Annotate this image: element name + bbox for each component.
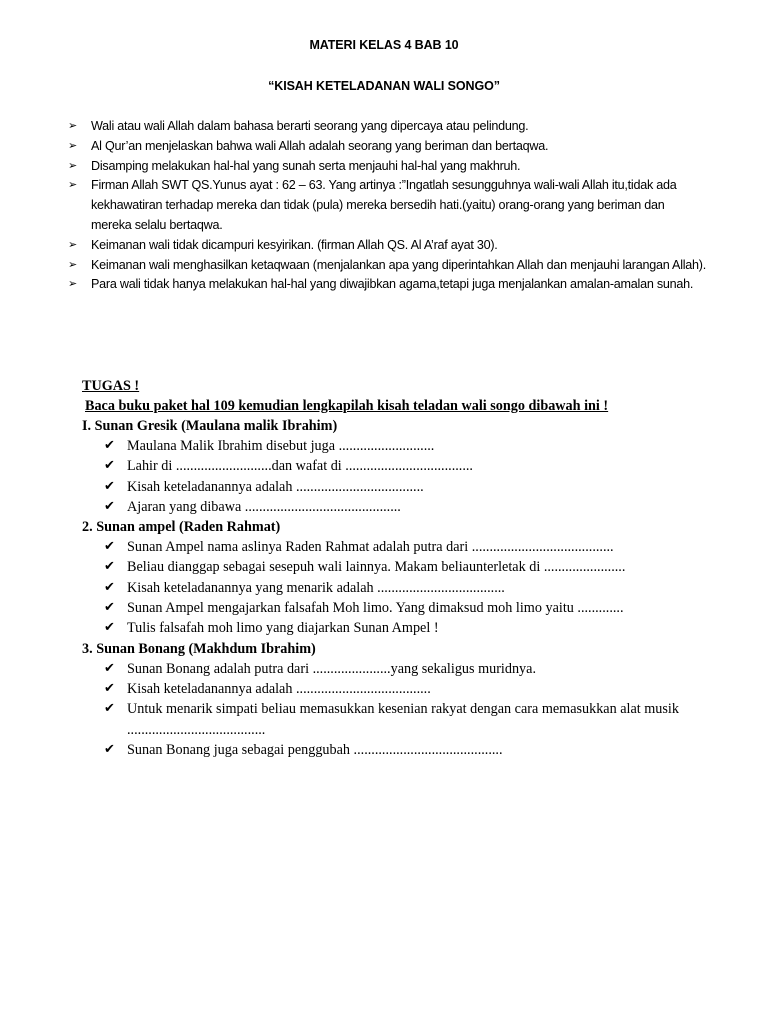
question-item <box>78 456 718 476</box>
question-text: Maulana Malik Ibrahim disebut juga ........................... <box>127 438 435 454</box>
material-item <box>68 236 708 256</box>
page-subtitle: “KISAH KETELADANAN WALI SONGO” <box>268 79 500 93</box>
question-item <box>78 578 718 598</box>
checkmark-icon: ✔ <box>104 438 115 453</box>
checkmark-icon: ✔ <box>104 458 115 474</box>
question-text: Beliau dianggap sebagai sesepuh wali lainnya. Makam beliaunterletak di ....................... <box>127 559 626 576</box>
question-text: Sunan Bonang adalah putra dari ......................yang sekaligus muridnya. <box>127 660 536 677</box>
material-list <box>68 117 708 295</box>
arrow-bullet-icon: ➢ <box>68 238 77 251</box>
material-item <box>68 275 708 295</box>
material-item <box>68 256 708 276</box>
arrow-bullet-icon: ➢ <box>68 159 77 172</box>
material-item-text: Keimanan wali menghasilkan ketaqwaan (menjalankan apa yang diperintahkan Allah dan menjauhi larangan Allah). <box>91 257 707 272</box>
checkmark-icon: ✔ <box>104 660 115 676</box>
checkmark-icon: ✔ <box>104 498 115 514</box>
question-text: Untuk menarik simpati beliau memasukkan kesenian rakyat dengan cara memasukkan alat musik ....................................... <box>127 701 679 738</box>
material-item-text: Firman Allah SWT QS.Yunus ayat : 62 – 63. Yang artinya :”Ingatlah sesungguhnya wali-wali Allah itu,tidak ada kekhawatiran terhadap mereka dan tidak (pula) mereka bersedih hati.(yaitu) orang-orang yang beriman dan mereka selalu bertaqwa. <box>91 178 677 232</box>
material-item-text: Para wali tidak hanya melakukan hal-hal yang diwajibkan agama,tetapi juga menjalankan amalan-amalan sunah. <box>91 277 694 292</box>
question-text: Tulis falsafah moh limo yang diajarkan Sunan Ampel ! <box>127 620 439 637</box>
question-list-sunan-gresik <box>78 436 718 517</box>
question-item <box>78 497 718 517</box>
question-item <box>78 537 718 557</box>
checkmark-icon: ✔ <box>104 620 115 636</box>
arrow-bullet-icon: ➢ <box>68 278 77 291</box>
arrow-bullet-icon: ➢ <box>68 258 77 271</box>
question-text: Sunan Ampel mengajarkan falsafah Moh limo. Yang dimaksud moh limo yaitu ............. <box>127 600 624 617</box>
question-item <box>78 740 718 760</box>
checkmark-icon: ✔ <box>104 559 115 575</box>
question-list-sunan-ampel <box>78 537 718 638</box>
question-list-sunan-bonang <box>78 659 718 760</box>
checkmark-icon: ✔ <box>104 478 115 494</box>
checkmark-icon: ✔ <box>104 741 115 757</box>
question-item <box>78 477 718 497</box>
task-section <box>78 374 718 760</box>
question-item <box>78 618 718 638</box>
question-item <box>78 659 718 679</box>
question-text: Ajaran yang dibawa ............................................ <box>127 498 401 515</box>
question-item <box>78 679 718 699</box>
question-item <box>78 436 718 456</box>
arrow-bullet-icon: ➢ <box>68 179 77 192</box>
section-heading-sunan-bonang: 3. Sunan Bonang (Makhdum Ibrahim) <box>82 640 316 657</box>
material-item <box>68 117 708 137</box>
question-text: Kisah keteladanannya adalah ...................................... <box>127 680 431 697</box>
checkmark-icon: ✔ <box>104 600 115 616</box>
question-text: Sunan Bonang juga sebagai penggubah .......................................... <box>127 741 503 758</box>
question-item <box>78 557 718 577</box>
arrow-bullet-icon: ➢ <box>68 120 77 132</box>
material-item <box>68 137 708 157</box>
checkmark-icon: ✔ <box>104 701 115 717</box>
material-item-text: Al Qur’an menjelaskan bahwa wali Allah adalah seorang yang beriman dan bertaqwa. <box>91 138 549 153</box>
material-item <box>68 157 708 177</box>
section-heading-sunan-gresik: I. Sunan Gresik (Maulana malik Ibrahim) <box>82 418 338 434</box>
material-item <box>68 176 708 235</box>
checkmark-icon: ✔ <box>104 680 115 696</box>
checkmark-icon: ✔ <box>104 539 115 555</box>
question-item <box>78 699 718 740</box>
arrow-bullet-icon: ➢ <box>68 139 77 152</box>
material-item-text: Disamping melakukan hal-hal yang sunah serta menjauhi hal-hal yang makhruh. <box>91 158 521 173</box>
task-title: TUGAS ! <box>82 378 140 394</box>
material-item-text: Keimanan wali tidak dicampuri kesyirikan. (firman Allah QS. Al A’raf ayat 30). <box>91 237 498 252</box>
checkmark-icon: ✔ <box>104 579 115 595</box>
question-text: Kisah keteladanannya yang menarik adalah .................................... <box>127 579 505 596</box>
task-instruction: Baca buku paket hal 109 kemudian lengkapilah kisah teladan wali songo dibawah ini ! <box>85 398 609 414</box>
question-text: Sunan Ampel nama aslinya Raden Rahmat adalah putra dari ........................................ <box>127 539 614 556</box>
material-item-text: Wali atau wali Allah dalam bahasa berarti seorang yang dipercaya atau pelindung. <box>91 119 529 133</box>
section-heading-sunan-ampel: 2. Sunan ampel (Raden Rahmat) <box>82 519 281 536</box>
question-text: Lahir di ...........................dan wafat di .................................... <box>127 458 473 475</box>
question-text: Kisah keteladanannya adalah .................................... <box>127 478 424 495</box>
question-item <box>78 598 718 618</box>
page-title: MATERI KELAS 4 BAB 10 <box>309 38 459 52</box>
